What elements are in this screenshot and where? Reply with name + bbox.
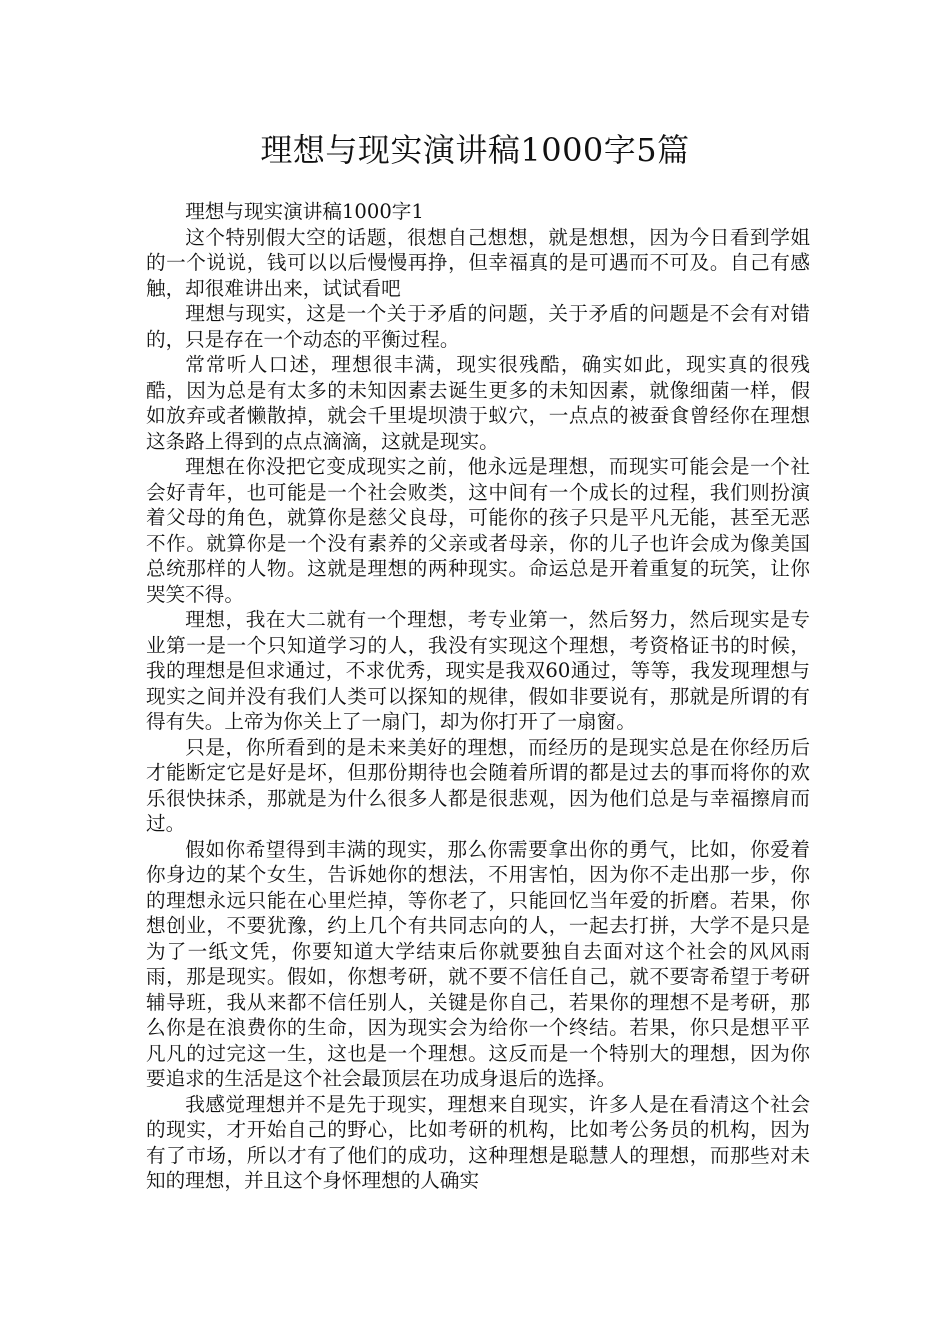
paragraph-7: 假如你希望得到丰满的现实，那么你需要拿出你的勇气，比如，你爱着你身边的某个女生，告诉她你的想法，不用害怕，因为你不走出那一步，你的理想永远只能在心里烂掉，等你老了，只能回忆当年爱的折磨。若果，你想创业，不要犹豫，约上几个有共同志向的人，一起去打拼，大学不是只是为了一纸文凭，你要知道大学结束后你就要独自去面对这个社会的风风雨雨，那是现实。假如，你想考研，就不要不信任自己，就不要寄希望于考研辅导班，我从来都不信任别人，关键是你自己，若果你的理想不是考研，那么你是在浪费你的生命，因为现实会为给你一个终结。若果，你只是想平平凡凡的过完这一生，这也是一个理想。这反而是一个特别大的理想，因为你要追求的生活是这个社会最顶层在功成身退后的选择。 — [146, 837, 810, 1090]
paragraph-6: 只是，你所看到的是未来美好的理想，而经历的是现实总是在你经历后才能断定它是好是坏，但那份期待也会随着所谓的都是过去的事而将你的欢乐很快抹杀，那就是为什么很多人都是很悲观，因为他们总是与幸福擦肩而过。 — [146, 735, 810, 835]
section-subheading: 理想与现实演讲稿1000字1 — [185, 200, 424, 223]
document-body — [146, 199, 810, 1194]
paragraph-1: 这个特别假大空的话题，很想自己想想，就是想想，因为今日看到学姐的一个说说，钱可以以后慢慢再挣，但幸福真的是可遇而不可及。自己有感触，却很难讲出来，试试看吧 — [146, 225, 810, 300]
paragraph-3: 常常听人口述，理想很丰满，现实很残酷，确实如此，现实真的很残酷，因为总是有太多的未知因素去诞生更多的未知因素，就像细菌一样，假如放弃或者懒散掉，就会千里堤坝溃于蚁穴，一点点的被蚕食曾经你在理想这条路上得到的点点滴滴，这就是现实。 — [146, 353, 810, 453]
paragraph-8: 我感觉理想并不是先于现实，理想来自现实，许多人是在看清这个社会的现实，才开始自己的野心，比如考研的机构，比如考公务员的机构，因为有了市场，所以才有了他们的成功，这种理想是聪慧人的理想，而那些对未知的理想，并且这个身怀理想的人确实 — [146, 1092, 810, 1192]
paragraph-2: 理想与现实，这是一个关于矛盾的问题，关于矛盾的问题是不会有对错的，只是存在一个动态的平衡过程。 — [146, 302, 810, 351]
paragraph-4: 理想在你没把它变成现实之前，他永远是理想，而现实可能会是一个社会好青年，也可能是一个社会败类，这中间有一个成长的过程，我们则扮演着父母的角色，就算你是慈父良母，可能你的孩子只是平凡无能，甚至无恶不作。就算你是一个没有素养的父亲或者母亲，你的儿子也许会成为像美国总统那样的人物。这就是理想的两种现实。命运总是开着重复的玩笑，让你哭笑不得。 — [146, 455, 810, 606]
document-title: 理想与现实演讲稿1000字5篇 — [260, 131, 690, 169]
paragraph-5: 理想，我在大二就有一个理想，考专业第一，然后努力，然后现实是专业第一是一个只知道学习的人，我没有实现这个理想，考资格证书的时候，我的理想是但求通过，不求优秀，现实是我双60通过，等等，我发现理想与现实之间并没有我们人类可以探知的规律，假如非要说有，那就是所谓的有得有失。上帝为你关上了一扇门，却为你打开了一扇窗。 — [146, 608, 810, 733]
